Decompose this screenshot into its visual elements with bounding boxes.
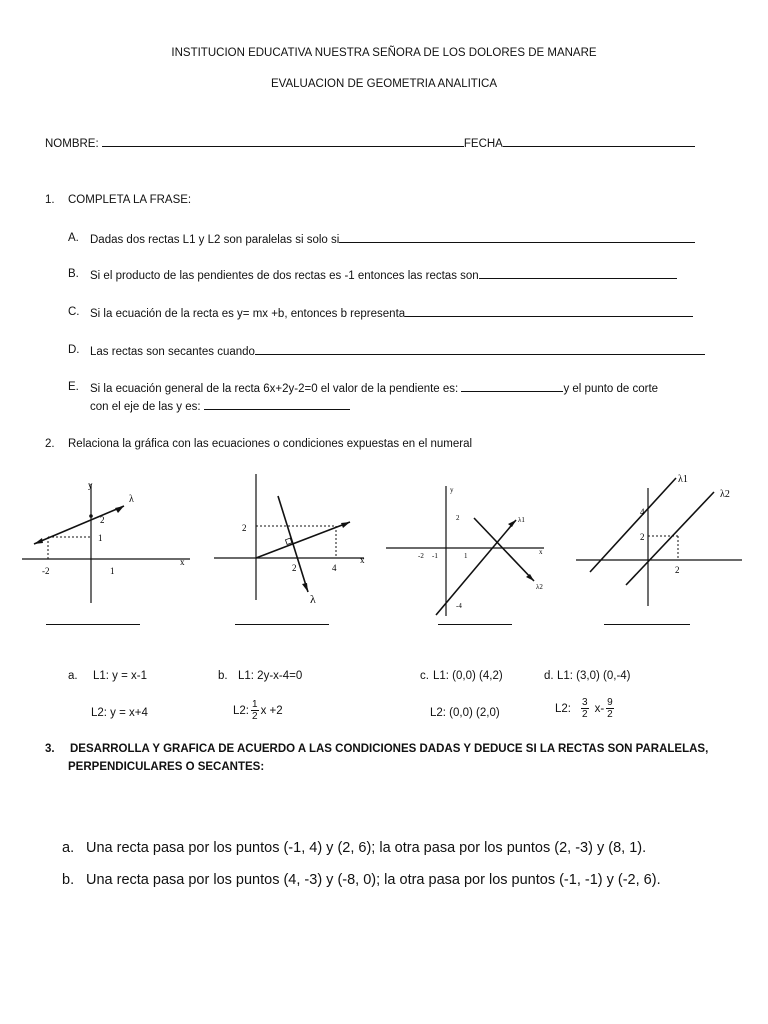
q2-title: Relaciona la gráfica con las ecuaciones o condiciones expuestas en el numeral [68, 438, 473, 450]
graph-answer-blank[interactable] [438, 624, 512, 625]
option-letter: a. [68, 670, 78, 682]
name-label: NOMBRE: [45, 138, 99, 150]
line-l2 [474, 518, 534, 581]
q3-number: 3. [45, 743, 55, 755]
tick-label: 2 [456, 514, 460, 522]
tick-label: 4 [332, 563, 337, 573]
fraction [606, 697, 614, 720]
option-d-l2 [555, 697, 616, 720]
tick-label: 1 [98, 533, 103, 543]
line-label: λ1 [518, 516, 525, 524]
answer-blank[interactable] [405, 306, 693, 317]
arrow-head [341, 522, 350, 528]
q3-item-letter: b. [62, 872, 75, 888]
q1-item-e [90, 381, 658, 395]
q1-item-text: Las rectas son secantes cuando [90, 346, 255, 358]
tick-label: 1 [464, 552, 468, 560]
q1-item-letter: E. [68, 381, 79, 393]
q1-item-text: con el eje de las y es: [90, 401, 201, 413]
tick-label: 2 [242, 523, 247, 533]
graph-answer-blank[interactable] [604, 624, 690, 625]
answer-blank[interactable] [461, 381, 563, 392]
line-label: λ2 [536, 583, 543, 591]
institution-title: INSTITUCION EDUCATIVA NUESTRA SEÑORA DE LOS DOLORES DE MANARE [171, 47, 597, 59]
line-label: λ2 [720, 489, 730, 500]
option-d-l1: L1: (3,0) (0,-4) [557, 670, 631, 682]
graph-answer-blank[interactable] [46, 624, 140, 625]
q3-item-letter: a. [62, 840, 75, 856]
arrow-head [115, 506, 124, 513]
name-row [45, 136, 695, 150]
option-text: L2: [233, 704, 249, 717]
q1-item-e-line2 [90, 399, 350, 413]
line-2 [278, 496, 308, 592]
tick-label: -2 [418, 552, 424, 560]
tick-label: 2 [100, 515, 105, 525]
graph-4 [574, 468, 750, 608]
axis-label-x: x [539, 548, 543, 556]
graph-2 [212, 470, 372, 610]
option-c-l1: L1: (0,0) (4,2) [433, 670, 503, 682]
tick-label: 2 [640, 532, 645, 542]
option-c-l2: L2: (0,0) (2,0) [430, 707, 500, 719]
arrow-head [34, 538, 43, 544]
option-text: L2: [555, 702, 571, 715]
answer-blank[interactable] [255, 344, 705, 355]
line-label: λ [310, 592, 316, 606]
line-l1 [436, 520, 516, 615]
fraction [251, 699, 259, 722]
q1-number: 1. [45, 194, 55, 206]
option-text: x +2 [260, 704, 283, 717]
fraction [581, 697, 589, 720]
date-blank[interactable] [503, 136, 695, 147]
q3-title-line2: PERPENDICULARES O SECANTES: [68, 761, 265, 773]
option-letter: b. [218, 670, 228, 682]
graph-1 [20, 478, 195, 608]
q1-item-text: Si la ecuación general de la recta 6x+2y-2=0 el valor de la pendiente es: [90, 383, 459, 395]
answer-blank[interactable] [479, 268, 677, 279]
tick-label: 1 [110, 566, 115, 576]
graph-answer-blank[interactable] [235, 624, 329, 625]
line-label: λ1 [678, 474, 688, 485]
numerator: 3 [582, 697, 588, 708]
q3-item-b: Una recta pasa por los puntos (4, -3) y (-8, 0); la otra pasa por los puntos (-1, -1) y (-2, 6). [86, 872, 661, 888]
answer-blank[interactable] [339, 232, 695, 243]
line-label: λ [129, 494, 134, 505]
line-l1 [590, 478, 676, 572]
tick-label: 2 [675, 565, 680, 575]
axis-label-x: x [180, 557, 185, 567]
q1-item-c [90, 306, 693, 320]
axis-label-x: x [360, 555, 365, 565]
denominator: 2 [252, 711, 258, 722]
option-letter: c. [420, 670, 429, 682]
q1-item-text: Si la ecuación de la recta es y= mx +b, entonces b representa [90, 308, 406, 320]
q1-item-text: Dadas dos rectas L1 y L2 son paralelas si solo si [90, 234, 340, 246]
axis-label-y: y [450, 486, 454, 494]
denominator: 2 [582, 709, 588, 720]
option-b-l2 [233, 699, 283, 722]
option-b-l1: L1: 2y-x-4=0 [238, 670, 303, 682]
point [89, 514, 93, 518]
q1-item-letter: C. [68, 306, 80, 318]
q1-item-letter: D. [68, 344, 80, 356]
numerator: 9 [607, 697, 613, 708]
q3-item-a: Una recta pasa por los puntos (-1, 4) y (2, 6); la otra pasa por los puntos (2, -3) y (8, 1). [86, 840, 647, 856]
arrow-head [526, 574, 534, 581]
tick-label: 4 [640, 507, 645, 517]
graph-3 [384, 480, 554, 620]
option-a-l2: L2: y = x+4 [91, 707, 148, 719]
right-angle-mark [285, 538, 291, 544]
q1-title: COMPLETA LA FRASE: [68, 194, 192, 206]
q2-number: 2. [45, 438, 55, 450]
option-a-l1: L1: y = x-1 [93, 670, 148, 682]
q3-title-line1: DESARROLLA Y GRAFICA DE ACUERDO A LAS CONDICIONES DADAS Y DEDUCE SI LA RECTAS SON PARALELAS, [70, 743, 709, 755]
axis-label-y: y [88, 480, 93, 490]
tick-label: -4 [456, 602, 462, 610]
q1-item-letter: B. [68, 268, 79, 280]
date-label: FECHA [463, 138, 503, 150]
q1-item-text: Si el producto de las pendientes de dos rectas es -1 entonces las rectas son [90, 270, 479, 282]
denominator: 2 [607, 709, 613, 720]
name-blank[interactable] [102, 136, 464, 147]
arrow-head [302, 583, 308, 592]
q1-item-d [90, 344, 705, 358]
option-text: x- [594, 702, 605, 715]
q1-item-a [90, 232, 695, 246]
tick-label: 2 [292, 563, 297, 573]
option-letter: d. [544, 670, 554, 682]
exam-title: EVALUACION DE GEOMETRIA ANALITICA [270, 78, 497, 90]
tick-label: -2 [42, 566, 50, 576]
q1-item-text: y el punto de corte [563, 383, 659, 395]
answer-blank[interactable] [204, 399, 350, 410]
tick-label: -1 [432, 552, 438, 560]
q1-item-b [90, 268, 677, 282]
q1-item-letter: A. [68, 232, 79, 244]
arrow-head [508, 520, 516, 527]
numerator: 1 [252, 699, 258, 710]
